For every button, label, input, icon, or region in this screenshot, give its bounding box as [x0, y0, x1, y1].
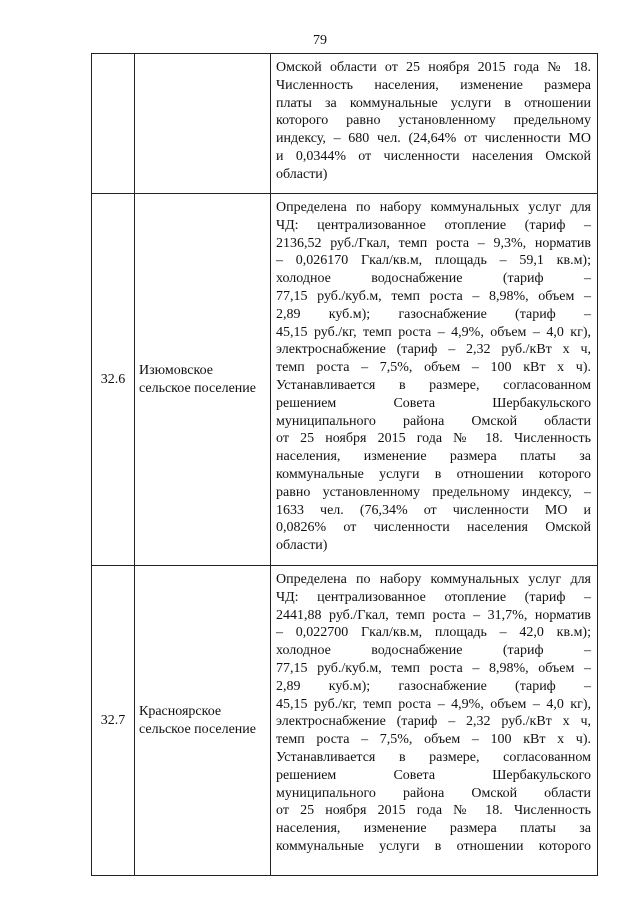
- text-line: Численность населения, изменение размера: [276, 77, 591, 93]
- text-line: Устанавливается в размере, согласованном: [276, 749, 591, 765]
- text-line: платы за коммунальные услуги в отношении: [276, 95, 591, 111]
- text-line: ЧД: централизованное отопление (тариф –: [276, 217, 591, 233]
- settlement-description: [271, 194, 598, 566]
- text-line: 77,15 руб./куб.м, темп роста – 8,98%, объем –: [276, 288, 591, 304]
- text-line: от 25 ноября 2015 года № 18. Численность: [276, 431, 591, 447]
- text-line: Определена по набору коммунальных услуг для: [276, 572, 591, 587]
- name-line: сельское поселение: [139, 721, 256, 737]
- settlements-table: [91, 53, 598, 876]
- text-line: Омской области от 25 ноября 2015 года № 18.: [276, 60, 591, 75]
- text-line: Устанавливается в размере, согласованном: [276, 377, 591, 393]
- text-line: холодное водоснабжение (тариф –: [276, 271, 591, 287]
- name-line: сельское поселение: [139, 380, 256, 396]
- text-line: 2,89 куб.м); газоснабжение (тариф –: [276, 306, 591, 322]
- text-line: равно установленному предельному индексу, –: [276, 484, 591, 500]
- text-line: – 0,022700 Гкал/кв.м, площадь – 42,0 кв.м);: [276, 625, 591, 641]
- text-line: муниципального района Омской области: [276, 785, 591, 801]
- row-number: 32.7: [92, 566, 135, 876]
- settlement-description: [271, 54, 598, 194]
- text-line: электроснабжение (тариф – 2,32 руб./кВт х ч,: [276, 342, 591, 358]
- text-line: индексу, – 680 чел. (24,64% от численности МО: [276, 131, 591, 147]
- text-line: электроснабжение (тариф – 2,32 руб./кВт х ч,: [276, 714, 591, 730]
- text-line: Определена по набору коммунальных услуг для: [276, 200, 591, 215]
- row-number: 32.6: [92, 194, 135, 566]
- text-line: 2136,52 руб./Гкал, темп роста – 9,3%, норматив: [276, 235, 591, 251]
- text-line: 45,15 руб./кг, темп роста – 4,9%, объем – 4,0 кг),: [276, 696, 591, 712]
- page-number: 79: [313, 33, 327, 48]
- text-line: 45,15 руб./кг, темп роста – 4,9%, объем – 4,0 кг),: [276, 324, 591, 340]
- text-line: – 0,026170 Гкал/кв.м, площадь – 59,1 кв.м);: [276, 253, 591, 269]
- text-line: и 0,0344% от численности населения Омской: [276, 148, 591, 164]
- name-line: Изюмовское: [139, 362, 213, 378]
- settlement-name: [135, 54, 271, 194]
- settlement-description: [271, 566, 598, 876]
- text-line: населения, изменение размера платы за: [276, 449, 591, 465]
- table-row: [92, 566, 598, 876]
- table-row: [92, 194, 598, 566]
- text-line: коммунальные услуги в отношении которого: [276, 466, 591, 482]
- text-line: темп роста – 7,5%, объем – 100 кВт х ч).: [276, 732, 591, 748]
- text-line: области): [276, 166, 328, 182]
- text-line: коммунальные услуги в отношении которого: [276, 838, 591, 854]
- settlement-name: [135, 566, 271, 876]
- text-line: 1633 чел. (76,34% от численности МО и: [276, 502, 591, 518]
- text-line: от 25 ноября 2015 года № 18. Численность: [276, 803, 591, 819]
- text-line: муниципального района Омской области: [276, 413, 591, 429]
- text-line: населения, изменение размера платы за: [276, 821, 591, 837]
- text-line: ЧД: централизованное отопление (тариф –: [276, 589, 591, 605]
- table-row: [92, 54, 598, 194]
- text-line: 2441,88 руб./Гкал, темп роста – 31,7%, норматив: [276, 607, 591, 623]
- text-line: 0,0826% от численности населения Омской: [276, 520, 591, 536]
- text-line: области): [276, 538, 328, 554]
- text-line: решением Совета Шербакульского: [276, 395, 591, 411]
- text-line: холодное водоснабжение (тариф –: [276, 643, 591, 659]
- text-line: решением Совета Шербакульского: [276, 767, 591, 783]
- text-line: которого равно установленному предельному: [276, 113, 591, 129]
- text-line: темп роста – 7,5%, объем – 100 кВт х ч).: [276, 360, 591, 376]
- name-line: Красноярское: [139, 703, 222, 719]
- text-line: 2,89 куб.м); газоснабжение (тариф –: [276, 678, 591, 694]
- row-number: [92, 54, 135, 194]
- settlement-name: [135, 194, 271, 566]
- text-line: 77,15 руб./куб.м, темп роста – 8,98%, объем –: [276, 660, 591, 676]
